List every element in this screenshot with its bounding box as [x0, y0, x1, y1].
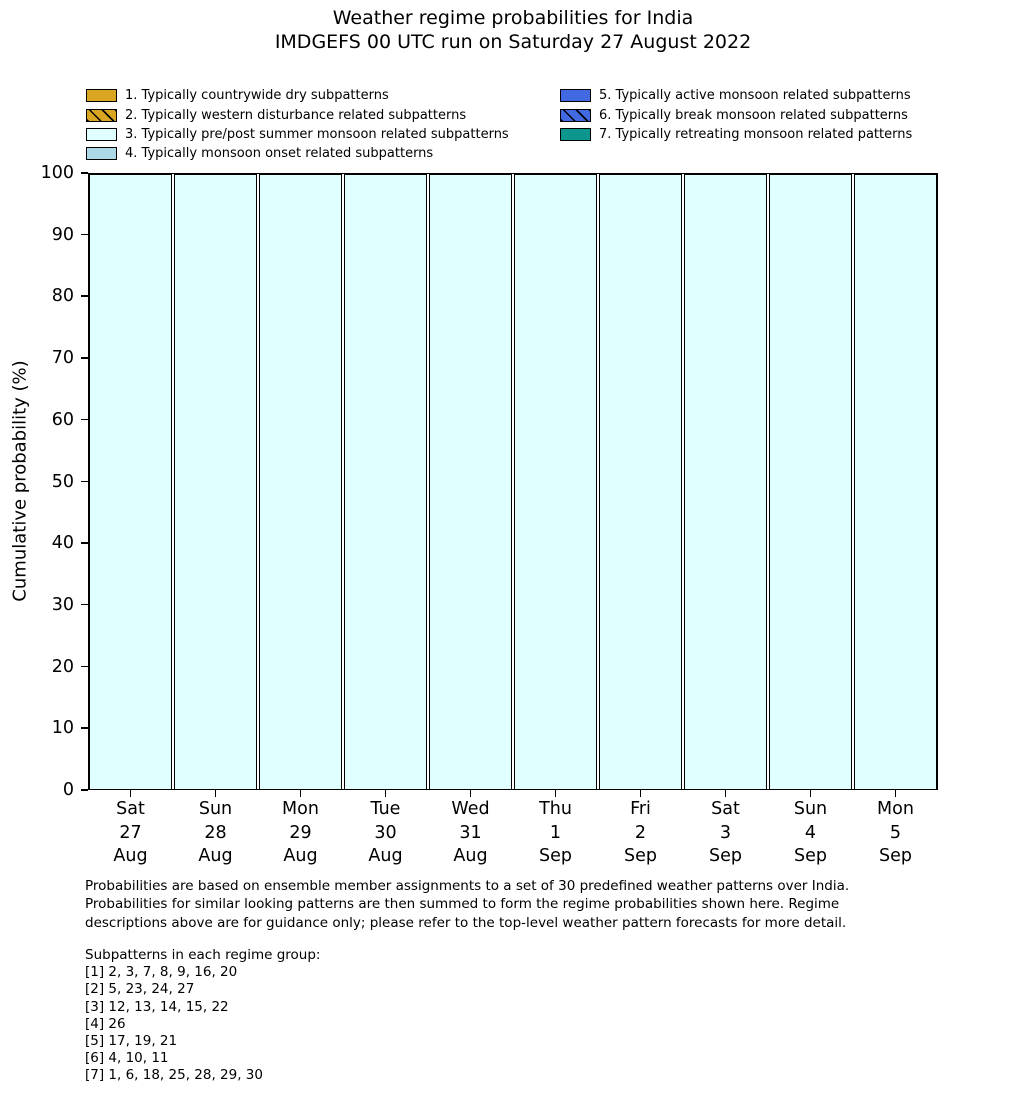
- x-tick-label: [258, 798, 343, 869]
- x-tick-day: Sun: [198, 799, 233, 819]
- footer-line: Probabilities for similar looking patterns are then summed to form the regime probabilities shown here. Regime: [85, 896, 840, 913]
- y-tick-mark: [81, 172, 88, 174]
- legend-label: 6. Typically break monsoon related subpatterns: [599, 107, 908, 123]
- bar-segment: [770, 174, 851, 789]
- footer-note: [85, 877, 849, 932]
- legend-label: 1. Typically countrywide dry subpatterns: [125, 88, 389, 104]
- x-tick-day: Wed: [451, 799, 490, 819]
- bar-mon-29-aug: [259, 174, 342, 789]
- y-tick-mark: [81, 789, 88, 791]
- x-tick-day: Thu: [539, 799, 572, 819]
- x-tick-date: 1: [549, 822, 562, 843]
- bar-segment: [855, 174, 936, 789]
- bar-segment: [685, 174, 766, 789]
- x-tick-date: 30: [374, 822, 397, 843]
- legend-swatch: [560, 128, 591, 141]
- subpatterns-list: [85, 947, 320, 1085]
- x-tick-month: Aug: [453, 846, 488, 866]
- y-tick-label: 0: [62, 780, 74, 800]
- y-axis-ticks: [0, 163, 88, 800]
- legend-swatch: [560, 109, 591, 122]
- x-tick-date: 27: [119, 822, 142, 843]
- bar-wed-31-aug: [429, 174, 512, 789]
- legend-item: [86, 105, 509, 124]
- y-tick-label: 40: [51, 533, 74, 554]
- bar-sat-27-aug: [89, 174, 172, 789]
- x-tick-label: [428, 798, 513, 869]
- legend-column-right: [560, 86, 912, 144]
- bar-sat-3-sep: [684, 174, 767, 789]
- legend-label: 4. Typically monsoon onset related subpatterns: [125, 146, 434, 162]
- x-tick-month: Sep: [794, 846, 827, 866]
- x-tick-label: [853, 798, 938, 869]
- y-tick-label: 50: [51, 471, 74, 492]
- x-tick-day: Fri: [630, 799, 651, 819]
- x-tick-mark: [385, 790, 387, 797]
- x-tick-day: Sat: [711, 799, 740, 819]
- x-tick-day: Sat: [116, 799, 145, 819]
- y-axis-label: Cumulative probability (%): [9, 360, 31, 602]
- x-tick-mark: [555, 790, 557, 797]
- x-tick-month: Aug: [283, 846, 318, 866]
- y-tick-mark: [81, 727, 88, 729]
- x-tick-month: Sep: [709, 846, 742, 866]
- subpatterns-header: Subpatterns in each regime group:: [85, 947, 321, 963]
- legend-swatch: [86, 147, 117, 160]
- bar-segment: [345, 174, 426, 789]
- bar-segment: [90, 174, 171, 789]
- x-tick-label: [88, 798, 173, 869]
- legend-swatch: [86, 89, 117, 102]
- x-tick-mark: [130, 790, 132, 797]
- y-tick-mark: [81, 666, 88, 668]
- legend-swatch: [560, 89, 591, 102]
- subpatterns-line: [7] 1, 6, 18, 25, 28, 29, 30: [85, 1067, 263, 1084]
- subpatterns-line: [4] 26: [85, 1015, 126, 1032]
- subpatterns-line: [1] 2, 3, 7, 8, 9, 16, 20: [85, 964, 238, 981]
- chart-title: Weather regime probabilities for India: [332, 7, 694, 29]
- y-tick-label: 30: [51, 594, 74, 615]
- legend-label: 5. Typically active monsoon related subpatterns: [599, 88, 911, 104]
- x-tick-mark: [300, 790, 302, 797]
- y-tick-label: 80: [51, 286, 74, 307]
- x-tick-month: Aug: [113, 846, 148, 866]
- x-tick-label: [768, 798, 853, 869]
- x-tick-day: Mon: [282, 799, 319, 819]
- legend-swatch: [86, 128, 117, 141]
- legend-column-left: [86, 86, 509, 164]
- subpatterns-line: [3] 12, 13, 14, 15, 22: [85, 998, 229, 1015]
- subpatterns-line: [6] 4, 10, 11: [85, 1050, 169, 1067]
- x-tick-date: 5: [889, 822, 902, 843]
- x-tick-day: Mon: [877, 799, 914, 819]
- x-tick-month: Aug: [368, 846, 403, 866]
- y-tick-mark: [81, 604, 88, 606]
- y-tick-mark: [81, 234, 88, 236]
- x-tick-label: [343, 798, 428, 869]
- y-tick-label: 10: [51, 718, 74, 739]
- x-tick-month: Sep: [879, 846, 912, 866]
- legend-item: [560, 86, 912, 105]
- subpatterns-line: [2] 5, 23, 24, 27: [85, 981, 195, 998]
- bar-sun-4-sep: [769, 174, 852, 789]
- y-tick-mark: [81, 542, 88, 544]
- x-tick-label: [598, 798, 683, 869]
- y-tick-label: 60: [51, 409, 74, 430]
- legend-label: 2. Typically western disturbance related subpatterns: [125, 107, 467, 123]
- x-tick-date: 28: [204, 822, 227, 843]
- x-tick-label: [683, 798, 768, 869]
- y-tick-label: 90: [51, 224, 74, 245]
- legend-label: 3. Typically pre/post summer monsoon related subpatterns: [125, 126, 509, 142]
- x-tick-date: 29: [289, 822, 312, 843]
- x-tick-month: Aug: [198, 846, 233, 866]
- x-tick-mark: [725, 790, 727, 797]
- y-tick-label: 20: [51, 656, 74, 677]
- bar-segment: [260, 174, 341, 789]
- y-tick-mark: [81, 357, 88, 359]
- legend-item: [86, 86, 509, 105]
- y-tick-mark: [81, 481, 88, 483]
- x-tick-mark: [640, 790, 642, 797]
- legend-item: [560, 105, 912, 124]
- legend-swatch: [86, 109, 117, 122]
- y-tick-mark: [81, 295, 88, 297]
- x-tick-mark: [215, 790, 217, 797]
- subpatterns-line: [5] 17, 19, 21: [85, 1033, 178, 1050]
- x-tick-label: [173, 798, 258, 869]
- x-tick-mark: [895, 790, 897, 797]
- chart-subtitle: IMDGEFS 00 UTC run on Saturday 27 August 2022: [274, 31, 752, 53]
- x-axis-ticks: [88, 790, 938, 880]
- x-tick-date: 3: [719, 822, 732, 843]
- bar-segment: [175, 174, 256, 789]
- footer-line: descriptions above are for guidance only; please refer to the top-level weather pattern forecasts for more detail.: [85, 914, 847, 931]
- footer-line: Probabilities are based on ensemble member assignments to a set of 30 predefined weather patterns over India.: [85, 878, 850, 894]
- bar-segment: [515, 174, 596, 789]
- x-tick-day: Tue: [370, 799, 401, 819]
- x-tick-date: 4: [804, 822, 817, 843]
- x-tick-month: Sep: [624, 846, 657, 866]
- bar-tue-30-aug: [344, 174, 427, 789]
- x-tick-date: 2: [634, 822, 647, 843]
- title-block: [0, 6, 1026, 54]
- x-tick-date: 31: [459, 822, 482, 843]
- x-tick-mark: [470, 790, 472, 797]
- x-tick-month: Sep: [539, 846, 572, 866]
- y-tick-label: 100: [40, 163, 74, 183]
- bar-thu-1-sep: [514, 174, 597, 789]
- bar-sun-28-aug: [174, 174, 257, 789]
- bar-mon-5-sep: [854, 174, 937, 789]
- bar-segment: [600, 174, 681, 789]
- plot-area: [88, 173, 938, 790]
- legend-item: [86, 125, 509, 144]
- legend-item: [560, 125, 912, 144]
- y-tick-label: 70: [51, 348, 74, 369]
- x-tick-label: [513, 798, 598, 869]
- x-tick-mark: [810, 790, 812, 797]
- bar-fri-2-sep: [599, 174, 682, 789]
- y-tick-mark: [81, 419, 88, 421]
- bar-segment: [430, 174, 511, 789]
- legend-label: 7. Typically retreating monsoon related patterns: [599, 126, 913, 142]
- x-tick-day: Sun: [793, 799, 828, 819]
- legend-item: [86, 144, 509, 163]
